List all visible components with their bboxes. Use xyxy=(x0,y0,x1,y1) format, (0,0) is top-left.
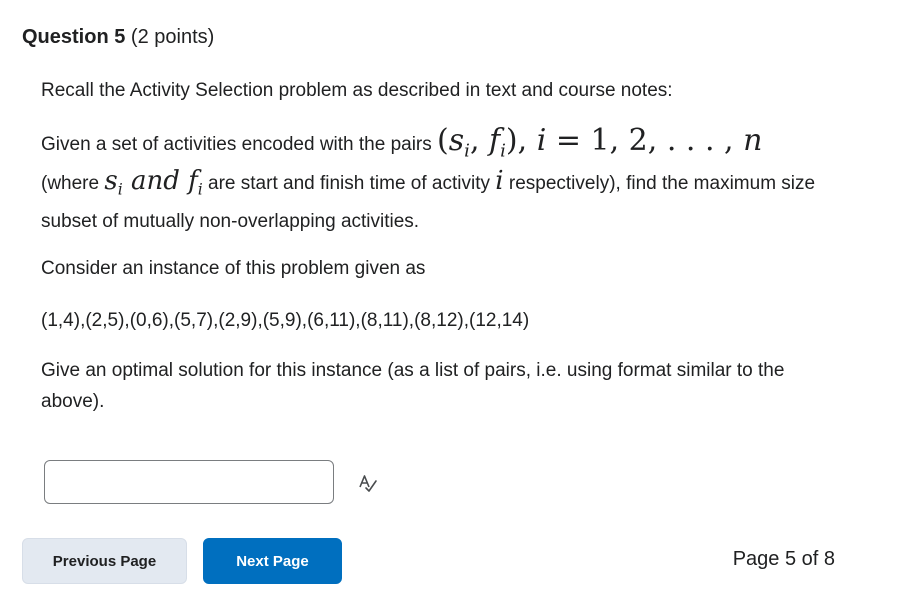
instance-text: (1,4),(2,5),(0,6),(5,7),(2,9),(5,9),(6,11),(8,11),(8,12),(12,14) xyxy=(41,310,530,331)
given-prefix: Given a set of activities encoded with the pairs xyxy=(41,134,432,155)
where-open: (where xyxy=(41,173,100,195)
spellcheck-icon[interactable] xyxy=(357,472,379,494)
given-paragraph xyxy=(41,125,861,237)
previous-page-button[interactable]: Previous Page xyxy=(22,538,187,584)
page-indicator: Page 5 of 8 xyxy=(732,548,835,570)
intro-text: Recall the Activity Selection problem as described in text and course notes: xyxy=(41,80,673,101)
next-page-button[interactable]: Next Page xyxy=(203,538,342,584)
where-formula-i: i xyxy=(495,166,504,197)
give-text: Give an optimal solution for this instance (as a list of pairs, i.e. using format similar to the above). xyxy=(41,360,785,412)
question-header xyxy=(22,24,214,50)
question-title: Question 5 xyxy=(22,26,126,48)
where-formula-s: $s_i$ and $f_i$ xyxy=(104,166,203,199)
where-mid: are start and finish time of activity xyxy=(208,173,490,195)
consider-text: Consider an instance of this problem given as xyxy=(41,258,426,279)
answer-input[interactable] xyxy=(44,460,334,504)
question-points: (2 points) xyxy=(130,26,215,48)
pair-formula: ($s_i$, $f_i$), i = 1, 2, . . . , n xyxy=(437,123,763,162)
where-end: respectively), find the maximum size subset of mutually non-overlapping activities. xyxy=(41,173,816,232)
